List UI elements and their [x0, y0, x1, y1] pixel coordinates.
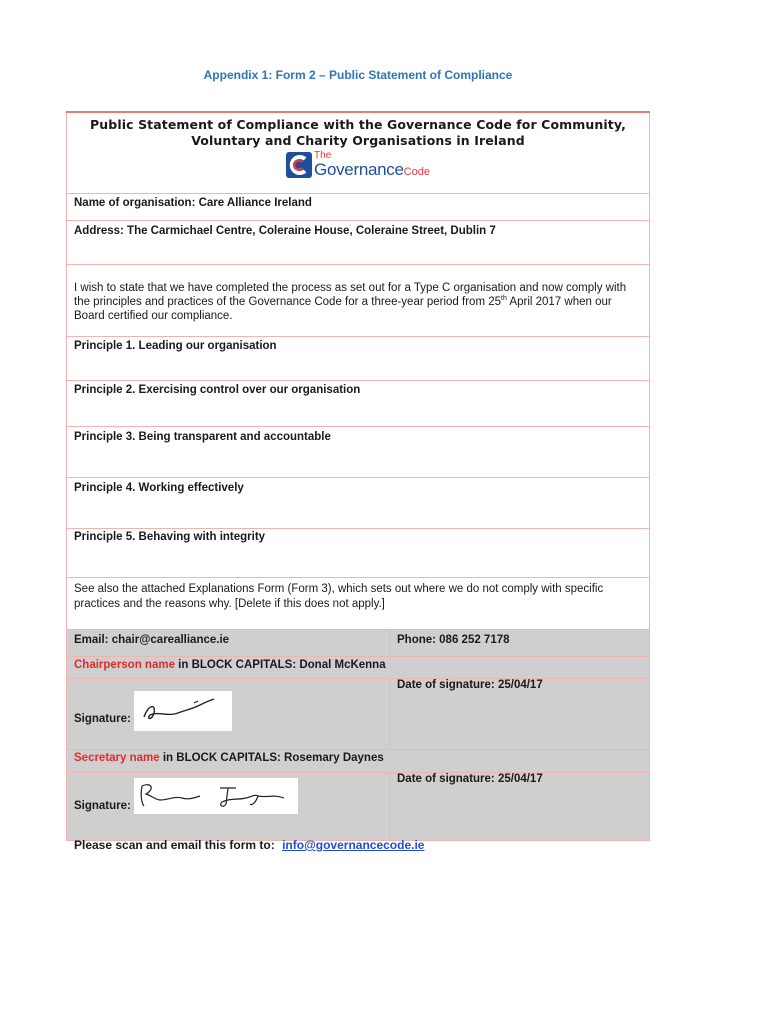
principle-3: Principle 3. Being transparent and accountable — [67, 427, 650, 478]
footer-instructions — [74, 838, 424, 852]
governance-code-logo — [286, 151, 430, 179]
principle-2: Principle 2. Exercising control over our organisation — [67, 381, 650, 427]
chairperson-signature — [134, 691, 232, 731]
governance-code-logo-icon — [286, 152, 312, 178]
logo-code: Code — [403, 166, 430, 178]
secretary-signature — [134, 778, 298, 814]
compliance-form — [66, 111, 650, 841]
contact-phone: Phone: 086 252 7178 — [390, 630, 650, 657]
chairperson-signature-cell — [67, 679, 390, 750]
logo-governance: Governance — [314, 160, 404, 179]
organisation-address: Address: The Carmichael Centre, Coleraine House, Coleraine Street, Dublin 7 — [67, 221, 650, 265]
chairperson-name: Chairperson name in BLOCK CAPITALS: Donal McKenna — [67, 657, 650, 679]
appendix-heading: Appendix 1: Form 2 – Public Statement of Compliance — [203, 68, 513, 82]
form-header — [67, 112, 650, 194]
form-title-line1: Public Statement of Compliance with the Governance Code for Community, — [90, 117, 626, 132]
principle-4: Principle 4. Working effectively — [67, 478, 650, 529]
signature-label-2: Signature: — [74, 800, 131, 812]
principle-5: Principle 5. Behaving with integrity — [67, 529, 650, 578]
secretary-signature-date: Date of signature: 25/04/17 — [390, 773, 650, 841]
principle-1: Principle 1. Leading our organisation — [67, 337, 650, 381]
signature-label: Signature: — [74, 713, 131, 725]
footer-email-link[interactable]: info@governancecode.ie — [282, 838, 425, 852]
logo-the: The — [314, 150, 332, 161]
chairperson-signature-date: Date of signature: 25/04/17 — [390, 679, 650, 750]
organisation-name: Name of organisation: Care Alliance Ireland — [67, 194, 650, 221]
form-title-line2: Voluntary and Charity Organisations in Ireland — [191, 133, 525, 148]
secretary-signature-cell — [67, 773, 390, 841]
compliance-statement: I wish to state that we have completed the process as set out for a Type C organisation and now comply with the principles and practices of the Governance Code for a three-year period from 25th April 2017 when our Board certified our compliance. — [67, 265, 650, 337]
contact-email: Email: chair@carealliance.ie — [67, 630, 390, 657]
secretary-name: Secretary name in BLOCK CAPITALS: Rosemary Daynes — [67, 750, 650, 773]
footer-text: Please scan and email this form to: — [74, 838, 275, 852]
explanations-note: See also the attached Explanations Form (Form 3), which sets out where we do not comply with specific practices and the reasons why. [Delete if this does not apply.] — [67, 578, 650, 630]
